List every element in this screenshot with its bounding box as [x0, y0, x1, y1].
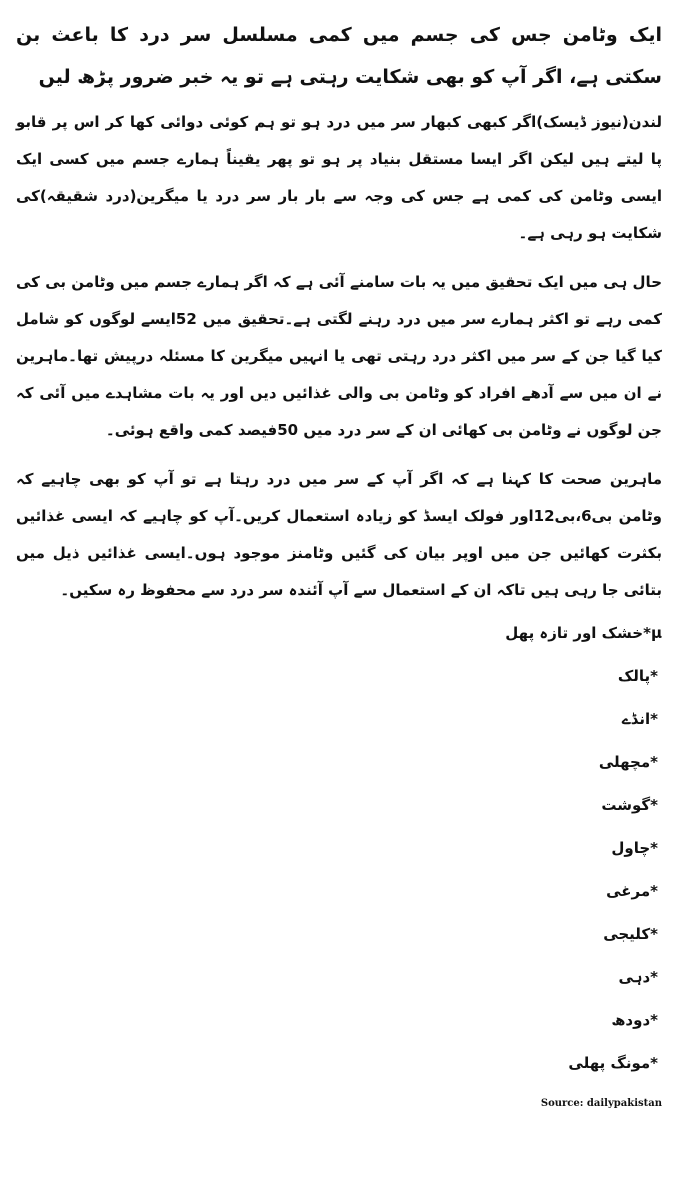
article-headline: ایک وٹامن جس کی جسم میں کمی مسلسل سر درد کا باعث بن سکتی ہے، اگر آپ کو بھی شکایت رہتی ہے تو یہ خبر ضرور پڑھ لیں [16, 24, 662, 88]
article-paragraph: ماہرین صحت کا کہنا ہے کہ اگر آپ کے سر میں درد رہتا ہے تو آپ کو بھی چاہیے کہ وٹامن بی6،بی12اور فولک ایسڈ کو زیادہ استعمال کریں۔آپ کو چاہیے کہ ایسی غذائیں بکثرت کھائیں جن میں اوپر بیان کی گئیں وٹامنز موجود ہوں۔ایسی غذائیں ذیل میں بتائی جا رہی ہیں تاکہ ان کے استعمال سے آپ آئندہ سر درد سے محفوظ رہ سکیں۔ [16, 470, 662, 599]
article-paragraph: حال ہی میں ایک تحقیق میں یہ بات سامنے آئی ہے کہ اگر ہمارے جسم میں وٹامن بی کی کمی رہے تو اکثر ہمارے سر میں درد رہنے لگتی ہے۔تحقیق میں 52ایسے لوگوں کو شامل کیا گیا جن کے سر میں اکثر درد رہتی تھی یا انہیں میگرین کا مسئلہ درپیش تھا۔ماہرین نے ان میں سے آدھے افراد کو وٹامن بی والی غذائیں دیں اور یہ بات مشاہدے میں آئی کہ جن لوگوں نے وٹامن بی کھائی ان کے سر درد میں 50فیصد کمی واقع ہوئی۔ [16, 273, 662, 439]
food-list-item: *مونگ پھلی [568, 1054, 658, 1072]
food-list-item: *دودھ [611, 1011, 658, 1029]
food-list-item: µ*خشک اور تازہ پھل [505, 624, 662, 642]
food-list-item: *چاول [611, 839, 658, 857]
food-list-item: *مرغی [606, 882, 658, 900]
food-list-item: *مچھلی [598, 753, 658, 771]
food-list-item: *کلیجی [603, 925, 658, 943]
food-list [16, 621, 662, 1094]
food-list-item: *دہی [618, 968, 658, 986]
food-list-item: *پالک [617, 667, 658, 685]
source-credit: Source: dailypakistan [540, 1098, 662, 1109]
food-list-item: *گوشت [601, 796, 658, 814]
food-list-item: *انڈے [621, 710, 658, 728]
article-paragraph: لندن(نیوز ڈیسک)اگر کبھی کبھار سر میں درد ہو تو ہم کوئی دوائی کھا کر اس پر قابو پا لیتے ہیں لیکن اگر ایسا مستقل بنیاد پر ہو تو پھر یقیناً ہمارے جسم میں کسی ایک ایسی وٹامن کی کمی ہے جس کی وجہ سے بار بار سر درد یا میگرین(درد شقیقہ)کی شکایت ہو رہی ہے۔ [16, 113, 662, 242]
